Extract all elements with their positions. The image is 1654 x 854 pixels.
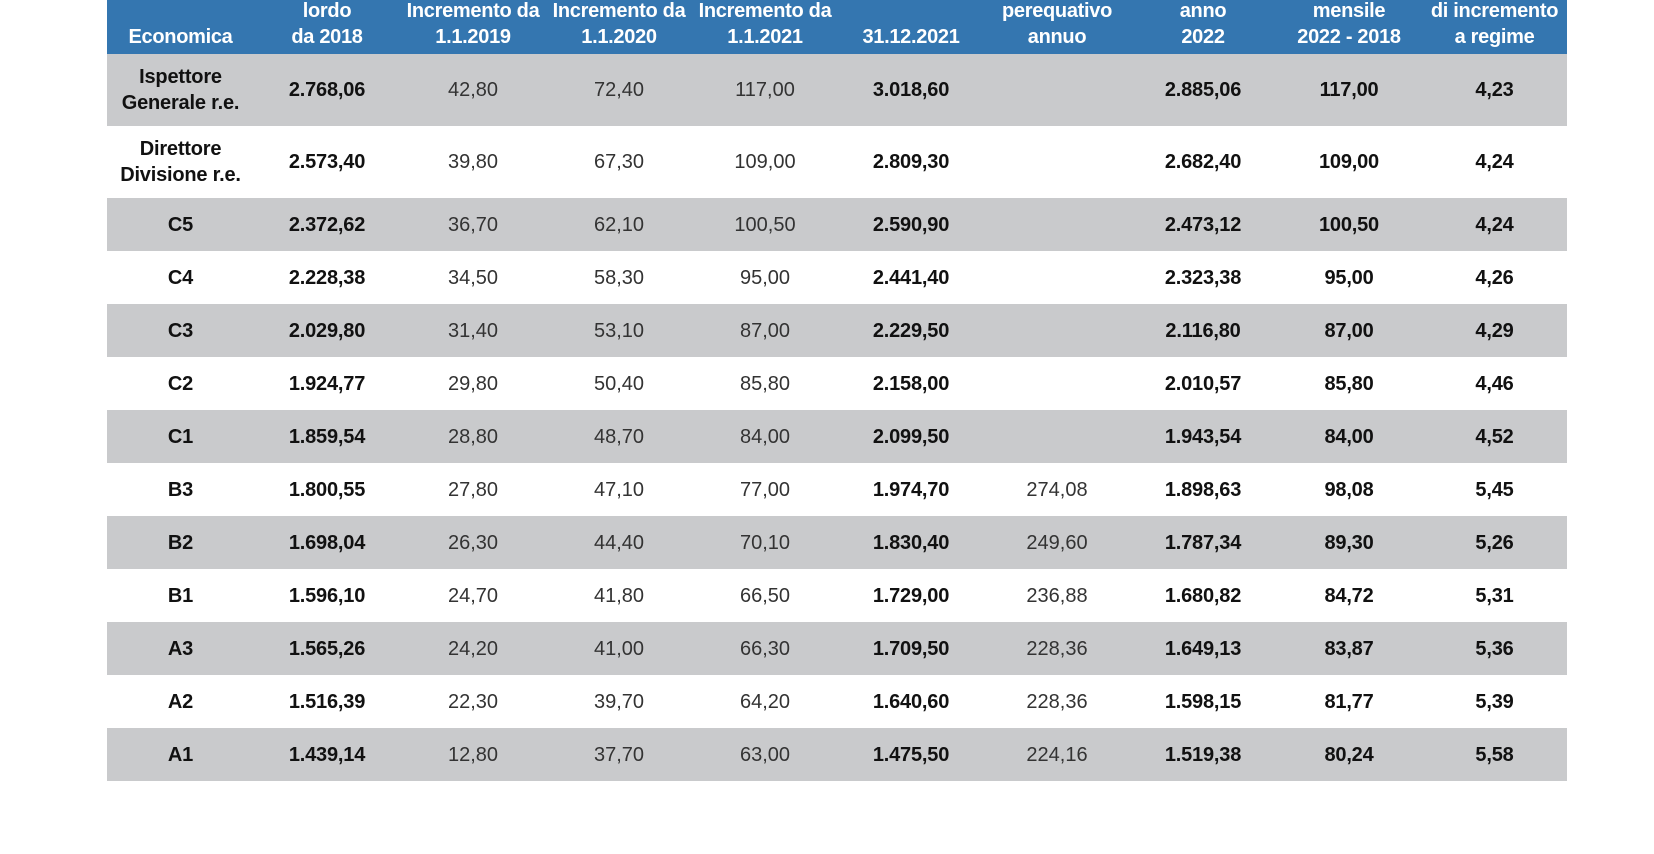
table-cell: 2.116,80 xyxy=(1165,319,1241,342)
table-cell: 84,00 xyxy=(1324,425,1374,448)
table-cell: 5,45 xyxy=(1475,478,1514,501)
table-cell: 98,08 xyxy=(1324,478,1374,501)
row-label: B2 xyxy=(167,531,194,554)
row-label: C3 xyxy=(167,319,194,342)
table-cell: 117,00 xyxy=(1319,79,1379,101)
table-cell: 81,77 xyxy=(1324,690,1374,713)
column-header: mensile 2022 - 2018 xyxy=(1297,0,1401,48)
column-header: anno 2022 xyxy=(1179,0,1227,48)
table-cell: 1.859,54 xyxy=(288,425,366,448)
table-cell: 36,70 xyxy=(447,213,499,236)
table-cell: 39,70 xyxy=(593,690,645,713)
table-cell: 4,52 xyxy=(1475,425,1514,448)
table-header-row xyxy=(107,0,1567,54)
table-cell: 27,80 xyxy=(447,478,499,501)
table-cell: 2.372,62 xyxy=(288,213,366,236)
table-cell: 67,30 xyxy=(593,151,645,173)
table-cell: 37,70 xyxy=(593,743,645,766)
table-cell: 12,80 xyxy=(447,743,499,766)
table-row xyxy=(107,622,1567,675)
table-cell: 5,39 xyxy=(1475,690,1514,713)
table-cell xyxy=(984,304,1130,357)
table-cell: 53,10 xyxy=(593,319,645,342)
column-header: di incremento a regime xyxy=(1430,0,1559,48)
table-row xyxy=(107,675,1567,728)
row-label: C5 xyxy=(167,213,194,236)
table-cell: 26,30 xyxy=(447,531,499,554)
table-row xyxy=(107,54,1567,126)
table-cell: 29,80 xyxy=(447,372,499,395)
table-row xyxy=(107,463,1567,516)
table-cell: 87,00 xyxy=(1324,319,1374,342)
table-cell: 89,30 xyxy=(1324,531,1374,554)
table-cell: 224,16 xyxy=(1026,743,1088,766)
table-cell: 2.473,12 xyxy=(1164,213,1242,236)
table-cell: 4,26 xyxy=(1475,266,1514,289)
table-cell: 47,10 xyxy=(593,478,645,501)
table-cell: 41,00 xyxy=(593,637,645,660)
row-label: C2 xyxy=(167,372,194,395)
table-row xyxy=(107,198,1567,251)
table-cell: 2.158,00 xyxy=(872,372,950,395)
table-cell: 1.698,04 xyxy=(288,531,366,554)
table-cell: 1.800,55 xyxy=(288,478,366,501)
table-cell: 1.649,13 xyxy=(1164,637,1242,660)
table-cell: 80,24 xyxy=(1324,743,1374,766)
table-cell: 2.229,50 xyxy=(872,319,950,342)
table-cell: 2.029,80 xyxy=(288,319,366,342)
table-cell: 58,30 xyxy=(593,266,645,289)
table-cell xyxy=(984,126,1130,198)
table-cell: 3.018,60 xyxy=(872,79,950,101)
column-header: Economica xyxy=(128,26,233,48)
table-cell: 1.439,14 xyxy=(288,743,366,766)
table-cell xyxy=(984,198,1130,251)
column-header: lordo da 2018 xyxy=(291,0,363,48)
table-cell: 4,29 xyxy=(1475,319,1514,342)
table-cell: 2.228,38 xyxy=(288,266,366,289)
table-cell xyxy=(984,251,1130,304)
table-row xyxy=(107,569,1567,622)
table-cell: 63,00 xyxy=(739,743,791,766)
table-cell: 66,30 xyxy=(739,637,791,660)
table-cell: 100,50 xyxy=(734,213,796,236)
table-cell: 84,72 xyxy=(1324,584,1374,607)
table-cell xyxy=(984,54,1130,126)
table-cell: 77,00 xyxy=(739,478,791,501)
table-cell: 2.323,38 xyxy=(1164,266,1242,289)
table-cell: 1.680,82 xyxy=(1164,584,1242,607)
table-cell: 34,50 xyxy=(447,266,499,289)
table-cell: 228,36 xyxy=(1026,637,1088,660)
table-cell xyxy=(984,357,1130,410)
table-cell: 4,24 xyxy=(1475,213,1514,236)
table-cell: 1.640,60 xyxy=(872,690,950,713)
table-cell: 1.598,15 xyxy=(1164,690,1242,713)
table-cell: 2.010,57 xyxy=(1164,372,1242,395)
table-cell: 100,50 xyxy=(1319,213,1379,236)
column-header: Incremento da 1.1.2021 xyxy=(698,0,832,48)
table-cell: 95,00 xyxy=(739,266,791,289)
table-cell: 95,00 xyxy=(1324,266,1374,289)
row-label: A2 xyxy=(167,690,194,713)
table-cell: 2.768,06 xyxy=(288,79,366,101)
table-cell: 1.787,34 xyxy=(1164,531,1242,554)
column-header: Incremento da 1.1.2019 xyxy=(406,0,540,48)
table-cell: 5,26 xyxy=(1475,531,1514,554)
table-cell: 41,80 xyxy=(593,584,645,607)
table-cell: 85,80 xyxy=(1324,372,1374,395)
table-cell: 117,00 xyxy=(735,79,795,101)
table-cell: 64,20 xyxy=(739,690,791,713)
table-cell: 1.974,70 xyxy=(872,478,950,501)
table-cell: 236,88 xyxy=(1026,584,1088,607)
row-label: A1 xyxy=(167,743,194,766)
row-label: B1 xyxy=(167,584,194,607)
table-cell: 1.475,50 xyxy=(872,743,950,766)
table-cell: 228,36 xyxy=(1026,690,1088,713)
table-cell: 5,36 xyxy=(1475,637,1514,660)
table-cell: 1.596,10 xyxy=(288,584,366,607)
table-cell: 87,00 xyxy=(739,319,791,342)
table-row xyxy=(107,126,1567,198)
row-label: Direttore Divisione r.e. xyxy=(120,138,241,186)
table-cell: 50,40 xyxy=(593,372,645,395)
table-cell: 44,40 xyxy=(593,531,645,554)
table-row xyxy=(107,357,1567,410)
table-cell: 1.516,39 xyxy=(288,690,366,713)
table-cell: 4,23 xyxy=(1475,79,1514,101)
column-header: Incremento da 1.1.2020 xyxy=(552,0,686,48)
table-cell: 5,58 xyxy=(1475,743,1514,766)
table-cell: 39,80 xyxy=(447,151,499,173)
table-cell: 109,00 xyxy=(1319,151,1379,173)
table-cell: 84,00 xyxy=(739,425,791,448)
table-cell: 42,80 xyxy=(447,79,499,101)
row-label: C4 xyxy=(167,266,194,289)
table-cell: 83,87 xyxy=(1324,637,1374,660)
table-cell: 22,30 xyxy=(447,690,499,713)
table-cell: 2.590,90 xyxy=(872,213,950,236)
column-header: 31.12.2021 xyxy=(862,26,960,48)
table-row xyxy=(107,410,1567,463)
table-row xyxy=(107,304,1567,357)
table-row xyxy=(107,516,1567,569)
table-cell: 1.709,50 xyxy=(872,637,950,660)
table-cell: 274,08 xyxy=(1026,478,1088,501)
table-cell: 48,70 xyxy=(593,425,645,448)
table-cell: 249,60 xyxy=(1026,531,1088,554)
row-label: A3 xyxy=(167,637,194,660)
table-cell: 1.924,77 xyxy=(288,372,366,395)
table-cell: 31,40 xyxy=(447,319,499,342)
table-cell: 1.519,38 xyxy=(1164,743,1242,766)
table-cell: 1.898,63 xyxy=(1164,478,1242,501)
table-cell: 66,50 xyxy=(739,584,791,607)
table-cell: 70,10 xyxy=(739,531,791,554)
table-cell: 2.441,40 xyxy=(872,266,950,289)
table-cell: 72,40 xyxy=(593,79,645,101)
table-cell: 4,46 xyxy=(1475,372,1514,395)
table-cell: 4,24 xyxy=(1475,151,1514,173)
table-cell: 62,10 xyxy=(593,213,645,236)
row-label: B3 xyxy=(167,478,194,501)
table-cell: 2.809,30 xyxy=(872,151,950,173)
table-cell: 24,70 xyxy=(447,584,499,607)
table-row xyxy=(107,728,1567,781)
row-label: C1 xyxy=(167,425,194,448)
table-cell: 24,20 xyxy=(447,637,499,660)
table-cell: 109,00 xyxy=(734,151,796,173)
table-cell: 5,31 xyxy=(1475,584,1514,607)
table-cell: 2.573,40 xyxy=(288,151,366,173)
table-cell: 2.885,06 xyxy=(1164,79,1242,101)
table-cell: 1.943,54 xyxy=(1164,425,1242,448)
table-cell: 1.565,26 xyxy=(288,637,366,660)
table-row xyxy=(107,251,1567,304)
row-label: Ispettore Generale r.e. xyxy=(121,66,240,114)
table-cell: 1.729,00 xyxy=(872,584,950,607)
table-cell xyxy=(984,410,1130,463)
salary-increment-table xyxy=(107,0,1567,781)
column-header: perequativo annuo xyxy=(1001,0,1113,48)
table-cell: 28,80 xyxy=(447,425,499,448)
table-cell: 2.099,50 xyxy=(872,425,950,448)
table-cell: 2.682,40 xyxy=(1164,151,1242,173)
table-cell: 1.830,40 xyxy=(872,531,950,554)
table-cell: 85,80 xyxy=(739,372,791,395)
